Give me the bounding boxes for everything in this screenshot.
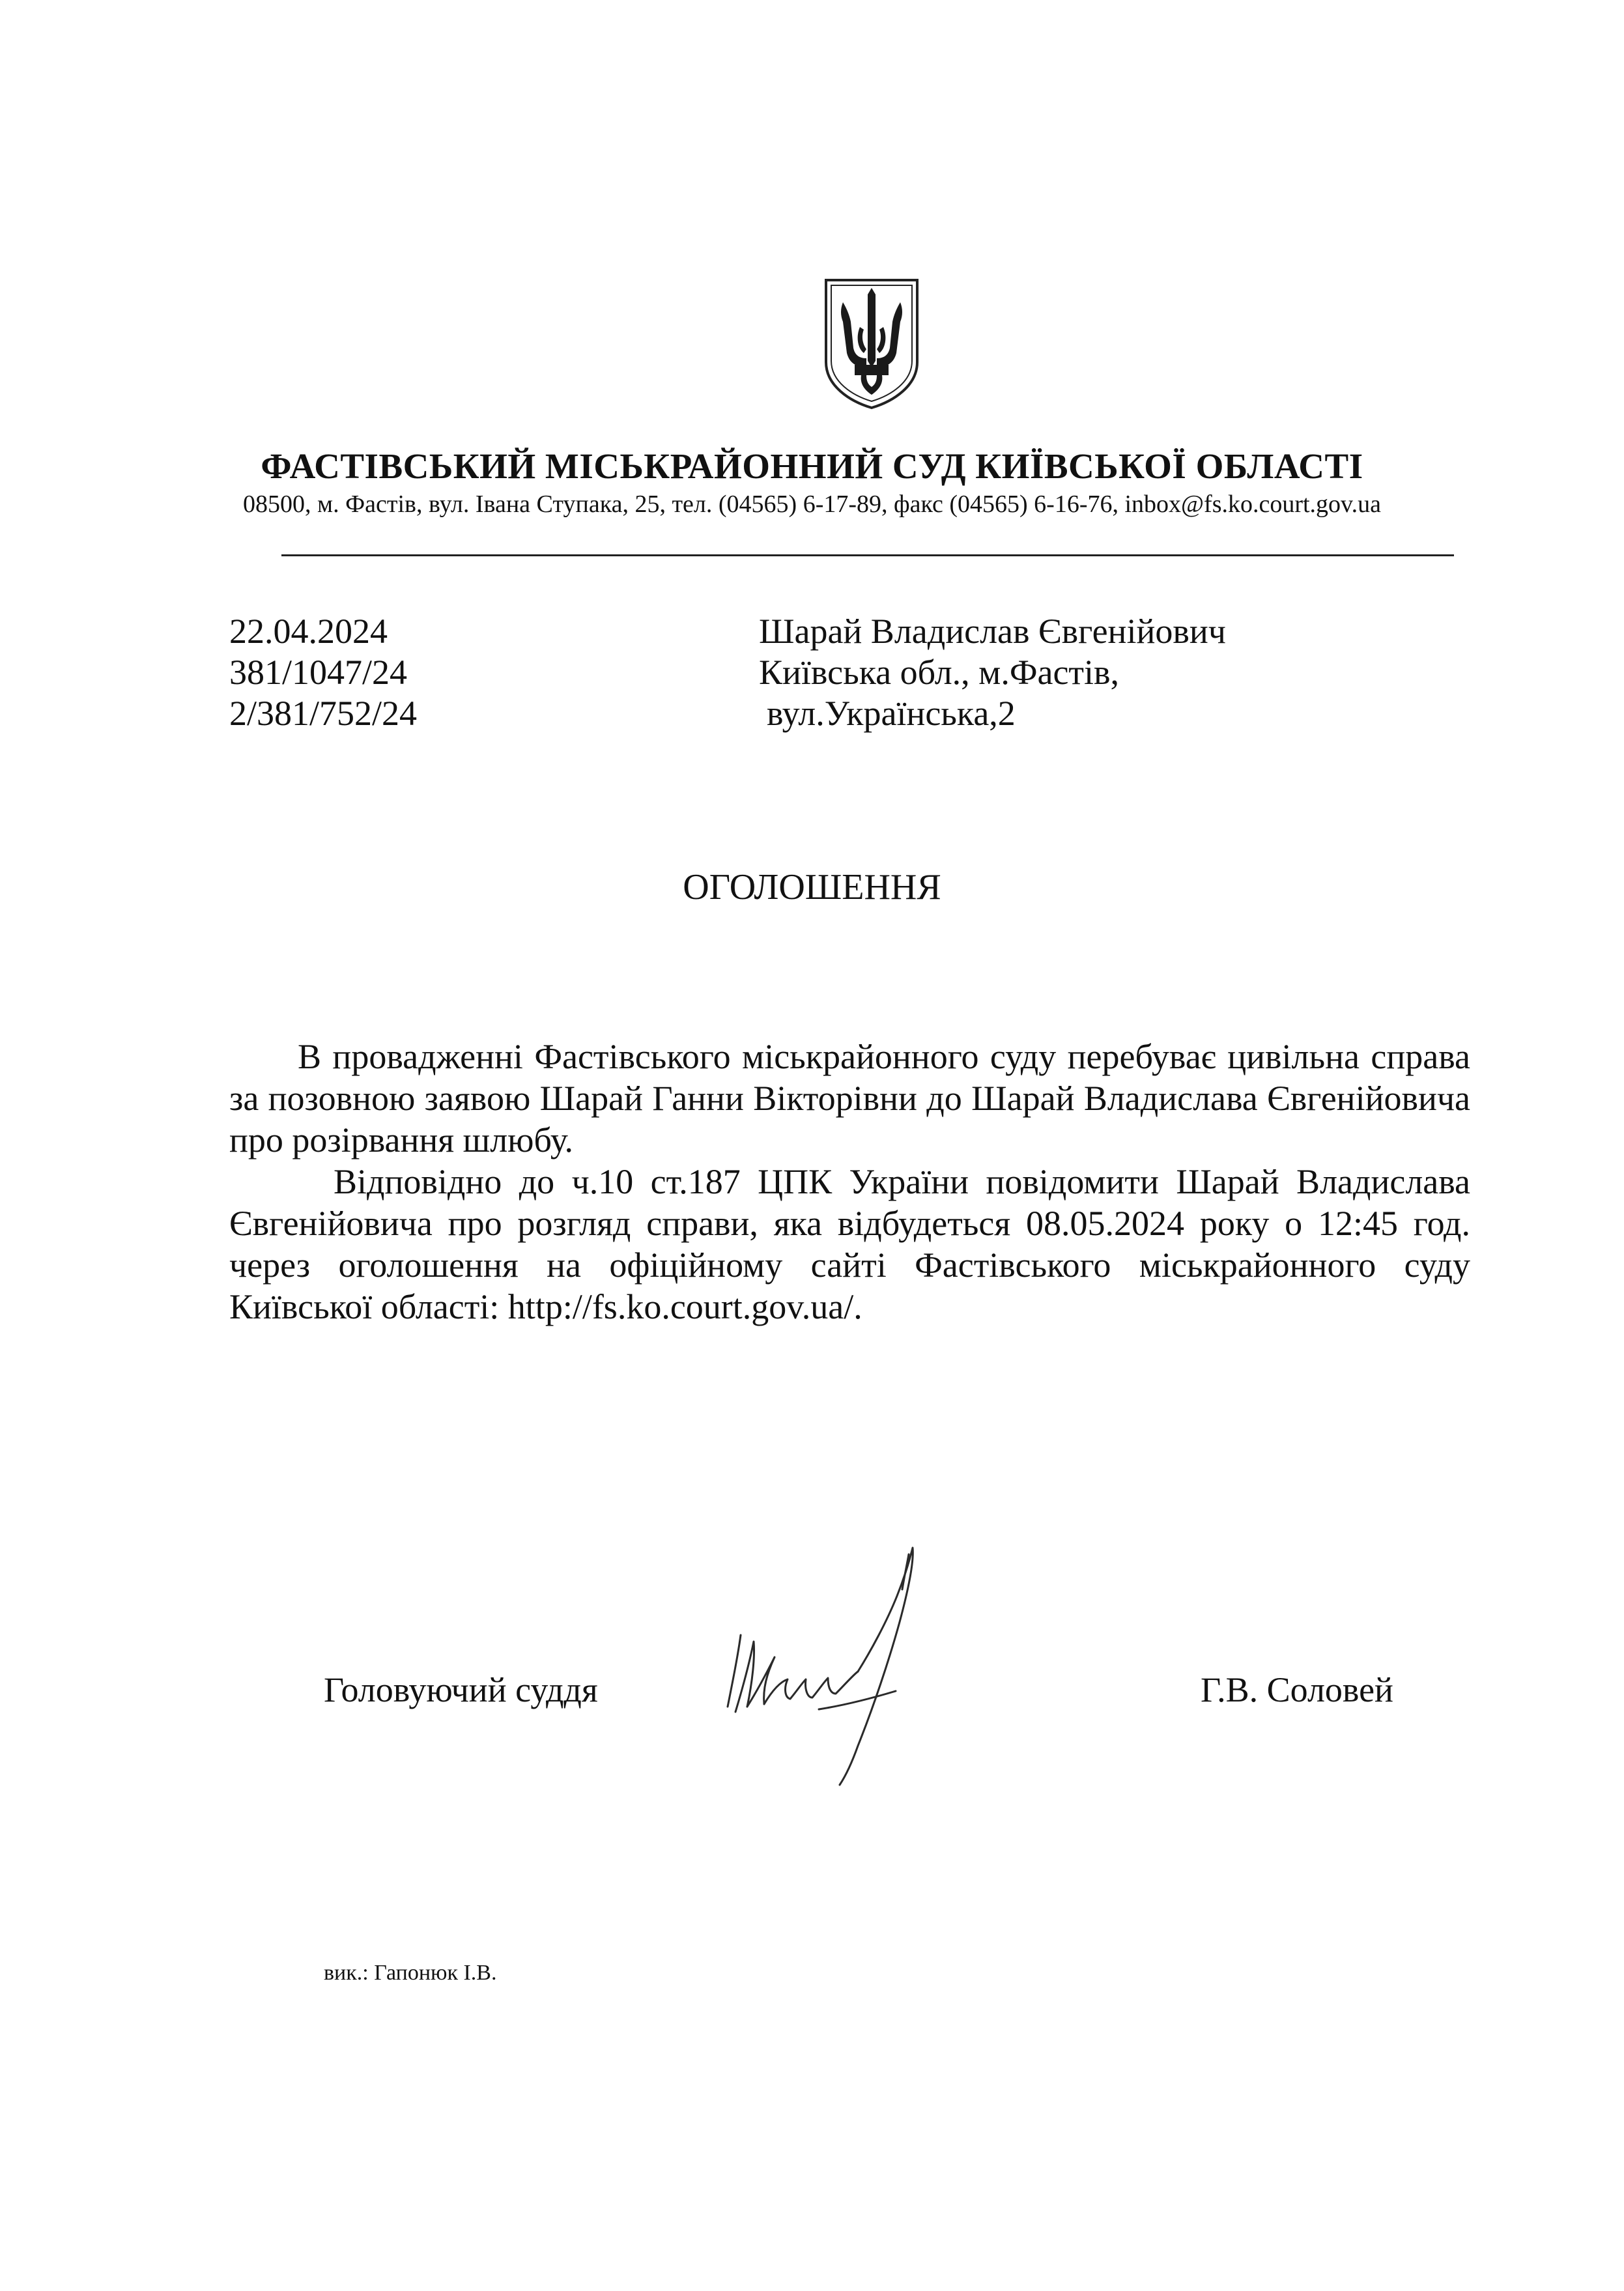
- coat-of-arms-icon: [821, 276, 922, 410]
- signatory-title: Головуючий суддя: [324, 1670, 598, 1709]
- body-paragraph-2: Відповідно до ч.10 ст.187 ЦПК України повідомити Шарай Владислава Євгенійовича про розгляд справи, яка відбудеться 08.05.2024 року о 12:45 год. через оголошення на офіційному сайті Фастівського міськрайонного суду Київської області: http://fs.ko.court.gov.ua/.: [229, 1162, 1470, 1326]
- document-meta: [229, 611, 417, 734]
- court-contacts: 08500, м. Фастів, вул. Івана Ступака, 25, тел. (04565) 6-17-89, факс (04565) 6-16-76, inbox@fs.ko.court.gov.ua: [243, 491, 1381, 518]
- header-divider: [281, 554, 1454, 556]
- executor-note: вик.: Гапонюк І.В.: [324, 1961, 497, 1985]
- court-name: ФАСТІВСЬКИЙ МІСЬКРАЙОННИЙ СУД КИЇВСЬКОЇ ОБЛАСТІ: [261, 446, 1363, 486]
- document-date: 22.04.2024: [229, 612, 388, 651]
- signatory-name: Г.В. Соловей: [1201, 1670, 1393, 1709]
- recipient-block: [759, 611, 1226, 734]
- recipient-address-line1: Київська обл., м.Фастів,: [759, 653, 1120, 692]
- outgoing-number: 381/1047/24: [229, 653, 408, 692]
- recipient-name: Шарай Владислав Євгенійович: [759, 612, 1226, 651]
- document-title: ОГОЛОШЕННЯ: [683, 867, 941, 907]
- handwritten-signature: [707, 1511, 1019, 1798]
- body-paragraph-1: В провадженні Фастівського міськрайонного суду перебуває цивільна справа за позовною заявою Шарай Ганни Вікторівни до Шарай Владислава Євгенійовича про розірвання шлюбу.: [229, 1037, 1470, 1160]
- case-number: 2/381/752/24: [229, 694, 418, 733]
- recipient-address-line2: вул.Українська,2: [767, 694, 1016, 733]
- announcement-body: [229, 1036, 1470, 1328]
